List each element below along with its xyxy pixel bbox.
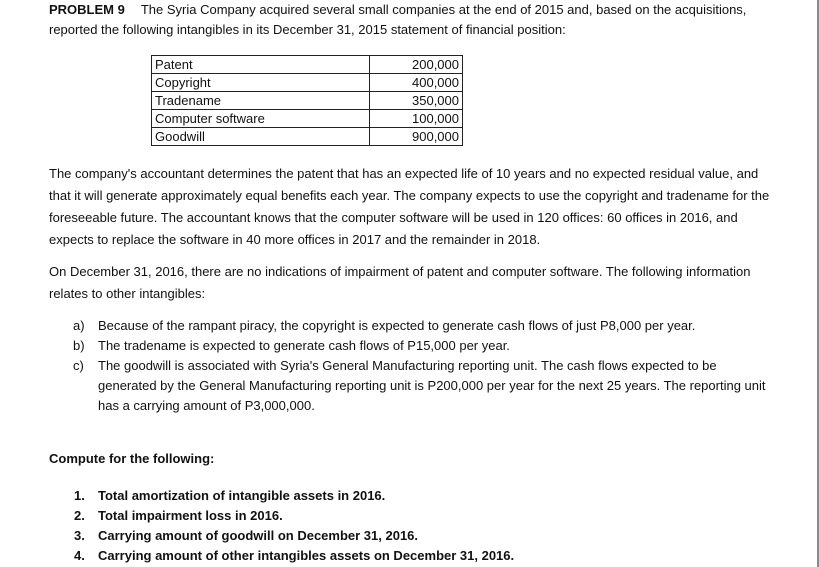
- table-row: [152, 74, 463, 92]
- intangible-name: Copyright: [152, 74, 370, 92]
- impairment-paragraph: [49, 261, 779, 305]
- list-item: [74, 546, 514, 566]
- list-item: [73, 316, 778, 336]
- intangible-name: Goodwill: [152, 128, 370, 146]
- problem-label: PROBLEM 9: [49, 2, 125, 17]
- list-item-text: Total amortization of intangible assets in 2016.: [98, 488, 386, 503]
- list-item-text: Because of the rampant piracy, the copyright is expected to generate cash flows of just P8,000 per year.: [98, 318, 696, 333]
- list-marker: a): [73, 318, 85, 333]
- intangible-name: Tradename: [152, 92, 370, 110]
- other-intangibles-list: [73, 316, 778, 416]
- intangible-amount: 350,000: [370, 92, 463, 110]
- list-item-text: The goodwill is associated with Syria's General Manufacturing reporting unit. The cash flows expected to be generated by the General Manufacturing reporting unit is P200,000 per year for the next 25 years. The reporting unit has a carrying amount of P3,000,000.: [98, 358, 766, 413]
- table-row: [152, 56, 463, 74]
- table-row: [152, 110, 463, 128]
- intangible-amount: 100,000: [370, 110, 463, 128]
- table-row: [152, 92, 463, 110]
- problem-intro-line-1: [49, 2, 746, 17]
- paragraph-text: The company's accountant determines the patent that has an expected life of 10 years and no expected residual value, and that it will generate approximately equal benefits each year. The company expects to use the copyright and tradename for the foreseeable future. The accountant knows that the computer software will be used in 120 offices: 60 offices in 2016, and expects to replace the software in 40 more offices in 2017 and the remainder in 2018.: [49, 166, 770, 247]
- intangible-amount: 400,000: [370, 74, 463, 92]
- list-item: [73, 336, 778, 356]
- accountant-paragraph: [49, 163, 779, 251]
- list-marker: 1.: [74, 488, 85, 503]
- list-item: [74, 486, 514, 506]
- list-marker: 4.: [74, 548, 85, 563]
- intro-text-2: reported the following intangibles in its December 31, 2015 statement of financial position:: [49, 22, 566, 37]
- list-item-text: Carrying amount of goodwill on December 31, 2016.: [98, 528, 419, 543]
- list-item-text: Total impairment loss in 2016.: [98, 508, 283, 523]
- intro-text-1: The Syria Company acquired several small companies at the end of 2015 and, based on the acquisitions,: [140, 2, 747, 17]
- intangible-amount: 200,000: [370, 56, 463, 74]
- list-marker: 2.: [74, 508, 85, 523]
- table-row: [152, 128, 463, 146]
- intangible-name: Patent: [152, 56, 370, 74]
- list-item-text: Carrying amount of other intangibles assets on December 31, 2016.: [98, 548, 515, 563]
- compute-heading: Compute for the following:: [49, 451, 215, 466]
- intangible-amount: 900,000: [370, 128, 463, 146]
- list-item: [74, 506, 514, 526]
- list-item: [73, 356, 778, 416]
- paragraph-text: On December 31, 2016, there are no indications of impairment of patent and computer software. The following information relates to other intangibles:: [49, 264, 751, 301]
- list-marker: 3.: [74, 528, 85, 543]
- list-item: [74, 526, 514, 546]
- list-marker: c): [73, 358, 84, 373]
- list-item-text: The tradename is expected to generate cash flows of P15,000 per year.: [98, 338, 510, 353]
- intangible-name: Computer software: [152, 110, 370, 128]
- list-marker: b): [73, 338, 85, 353]
- intangibles-table: [151, 55, 463, 146]
- compute-list: [74, 486, 514, 566]
